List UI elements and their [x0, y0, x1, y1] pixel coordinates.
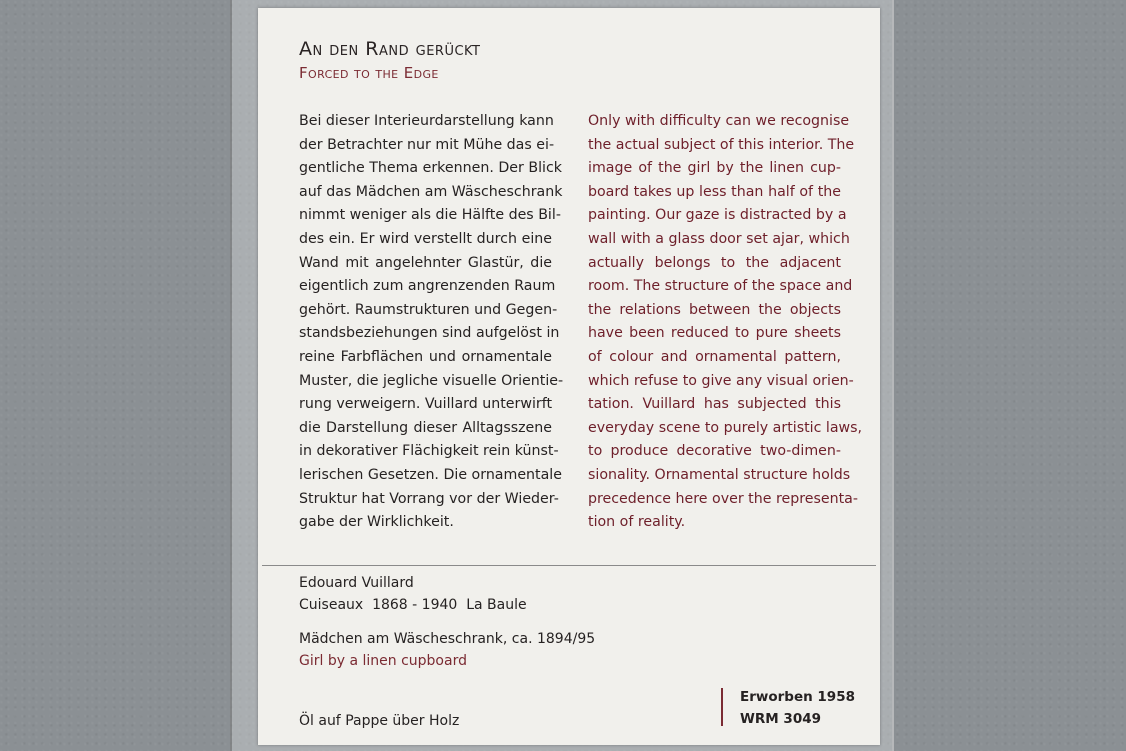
text-line: Only with difficulty can we recognise — [588, 113, 850, 129]
label-title-de: An den Rand gerückt — [299, 38, 481, 60]
medium: Öl auf Pappe über Holz — [299, 713, 460, 729]
text-line: wall with a glass door set ajar, which — [588, 230, 850, 247]
text-line: Struktur hat Vorrang vor der Wieder- — [299, 490, 559, 507]
text-line: image of the girl by the linen cup- — [588, 160, 841, 177]
text-line: board takes up less than half of the — [588, 183, 841, 200]
text-line: painting. Our gaze is distracted by a — [588, 207, 847, 224]
text-line: the relations between the objects — [588, 301, 841, 318]
text-line: actually belongs to the adjacent — [588, 254, 841, 271]
text-line: eigentlich zum angrenzenden Raum — [299, 278, 556, 295]
text-line: of colour and ornamental pattern, — [588, 348, 841, 365]
text-line: tation. Vuillard has subjected this — [588, 396, 841, 413]
work-title-en: Girl by a linen cupboard — [299, 653, 467, 669]
artist-life: Cuiseaux 1868 - 1940 La Baule — [299, 597, 527, 613]
text-line: the actual subject of this interior. The — [588, 136, 855, 153]
inventory-number: WRM 3049 — [740, 711, 821, 727]
text-line: nimmt weniger als die Hälfte des Bil- — [299, 207, 561, 224]
text-line: die Darstellung dieser Alltagsszene — [299, 419, 552, 436]
text-line: have been reduced to pure sheets — [588, 325, 841, 342]
text-line: gabe der Wirklichkeit. — [299, 514, 454, 531]
text-line: room. The structure of the space and — [588, 278, 853, 295]
text-line: gehört. Raumstrukturen und Gegen- — [299, 301, 558, 318]
text-line: des ein. Er wird verstellt durch eine — [299, 230, 552, 247]
text-line: rung verweigern. Vuillard unterwirft — [299, 396, 553, 413]
text-line: der Betrachter nur mit Mühe das ei- — [299, 136, 555, 153]
divider — [262, 565, 876, 566]
artist-name: Edouard Vuillard — [299, 575, 414, 591]
text-line: reine Farbflächen und ornamentale — [299, 348, 552, 365]
text-line: in dekorativer Flächigkeit rein künst- — [299, 443, 559, 460]
text-line: auf das Mädchen am Wäscheschrank — [299, 183, 563, 200]
text-line: sionality. Ornamental structure holds — [588, 466, 851, 483]
text-line: standsbeziehungen sind aufgelöst in — [299, 325, 560, 342]
text-line: everyday scene to purely artistic laws, — [588, 419, 863, 436]
accent-line — [721, 688, 723, 726]
text-line: Bei dieser Interieurdarstellung kann — [299, 113, 554, 129]
label-title-en: Forced to the Edge — [299, 64, 439, 82]
text-english — [588, 110, 863, 535]
text-line: lerischen Gesetzen. Die ornamentale — [299, 466, 562, 483]
text-line: Wand mit angelehnter Glastür, die — [299, 254, 552, 271]
text-german — [299, 110, 564, 535]
text-line: gentliche Thema erkennen. Der Blick — [299, 160, 562, 177]
work-title-de: Mädchen am Wäscheschrank, ca. 1894/95 — [299, 631, 596, 647]
text-line: which refuse to give any visual orien- — [588, 372, 854, 389]
text-line: precedence here over the representa- — [588, 490, 858, 507]
museum-label — [258, 8, 880, 745]
text-line: tion of reality. — [588, 514, 686, 531]
text-line: Muster, die jegliche visuelle Orientie- — [299, 372, 564, 389]
text-line: to produce decorative two-dimen- — [588, 443, 841, 460]
acquisition-year: Erworben 1958 — [740, 689, 855, 705]
